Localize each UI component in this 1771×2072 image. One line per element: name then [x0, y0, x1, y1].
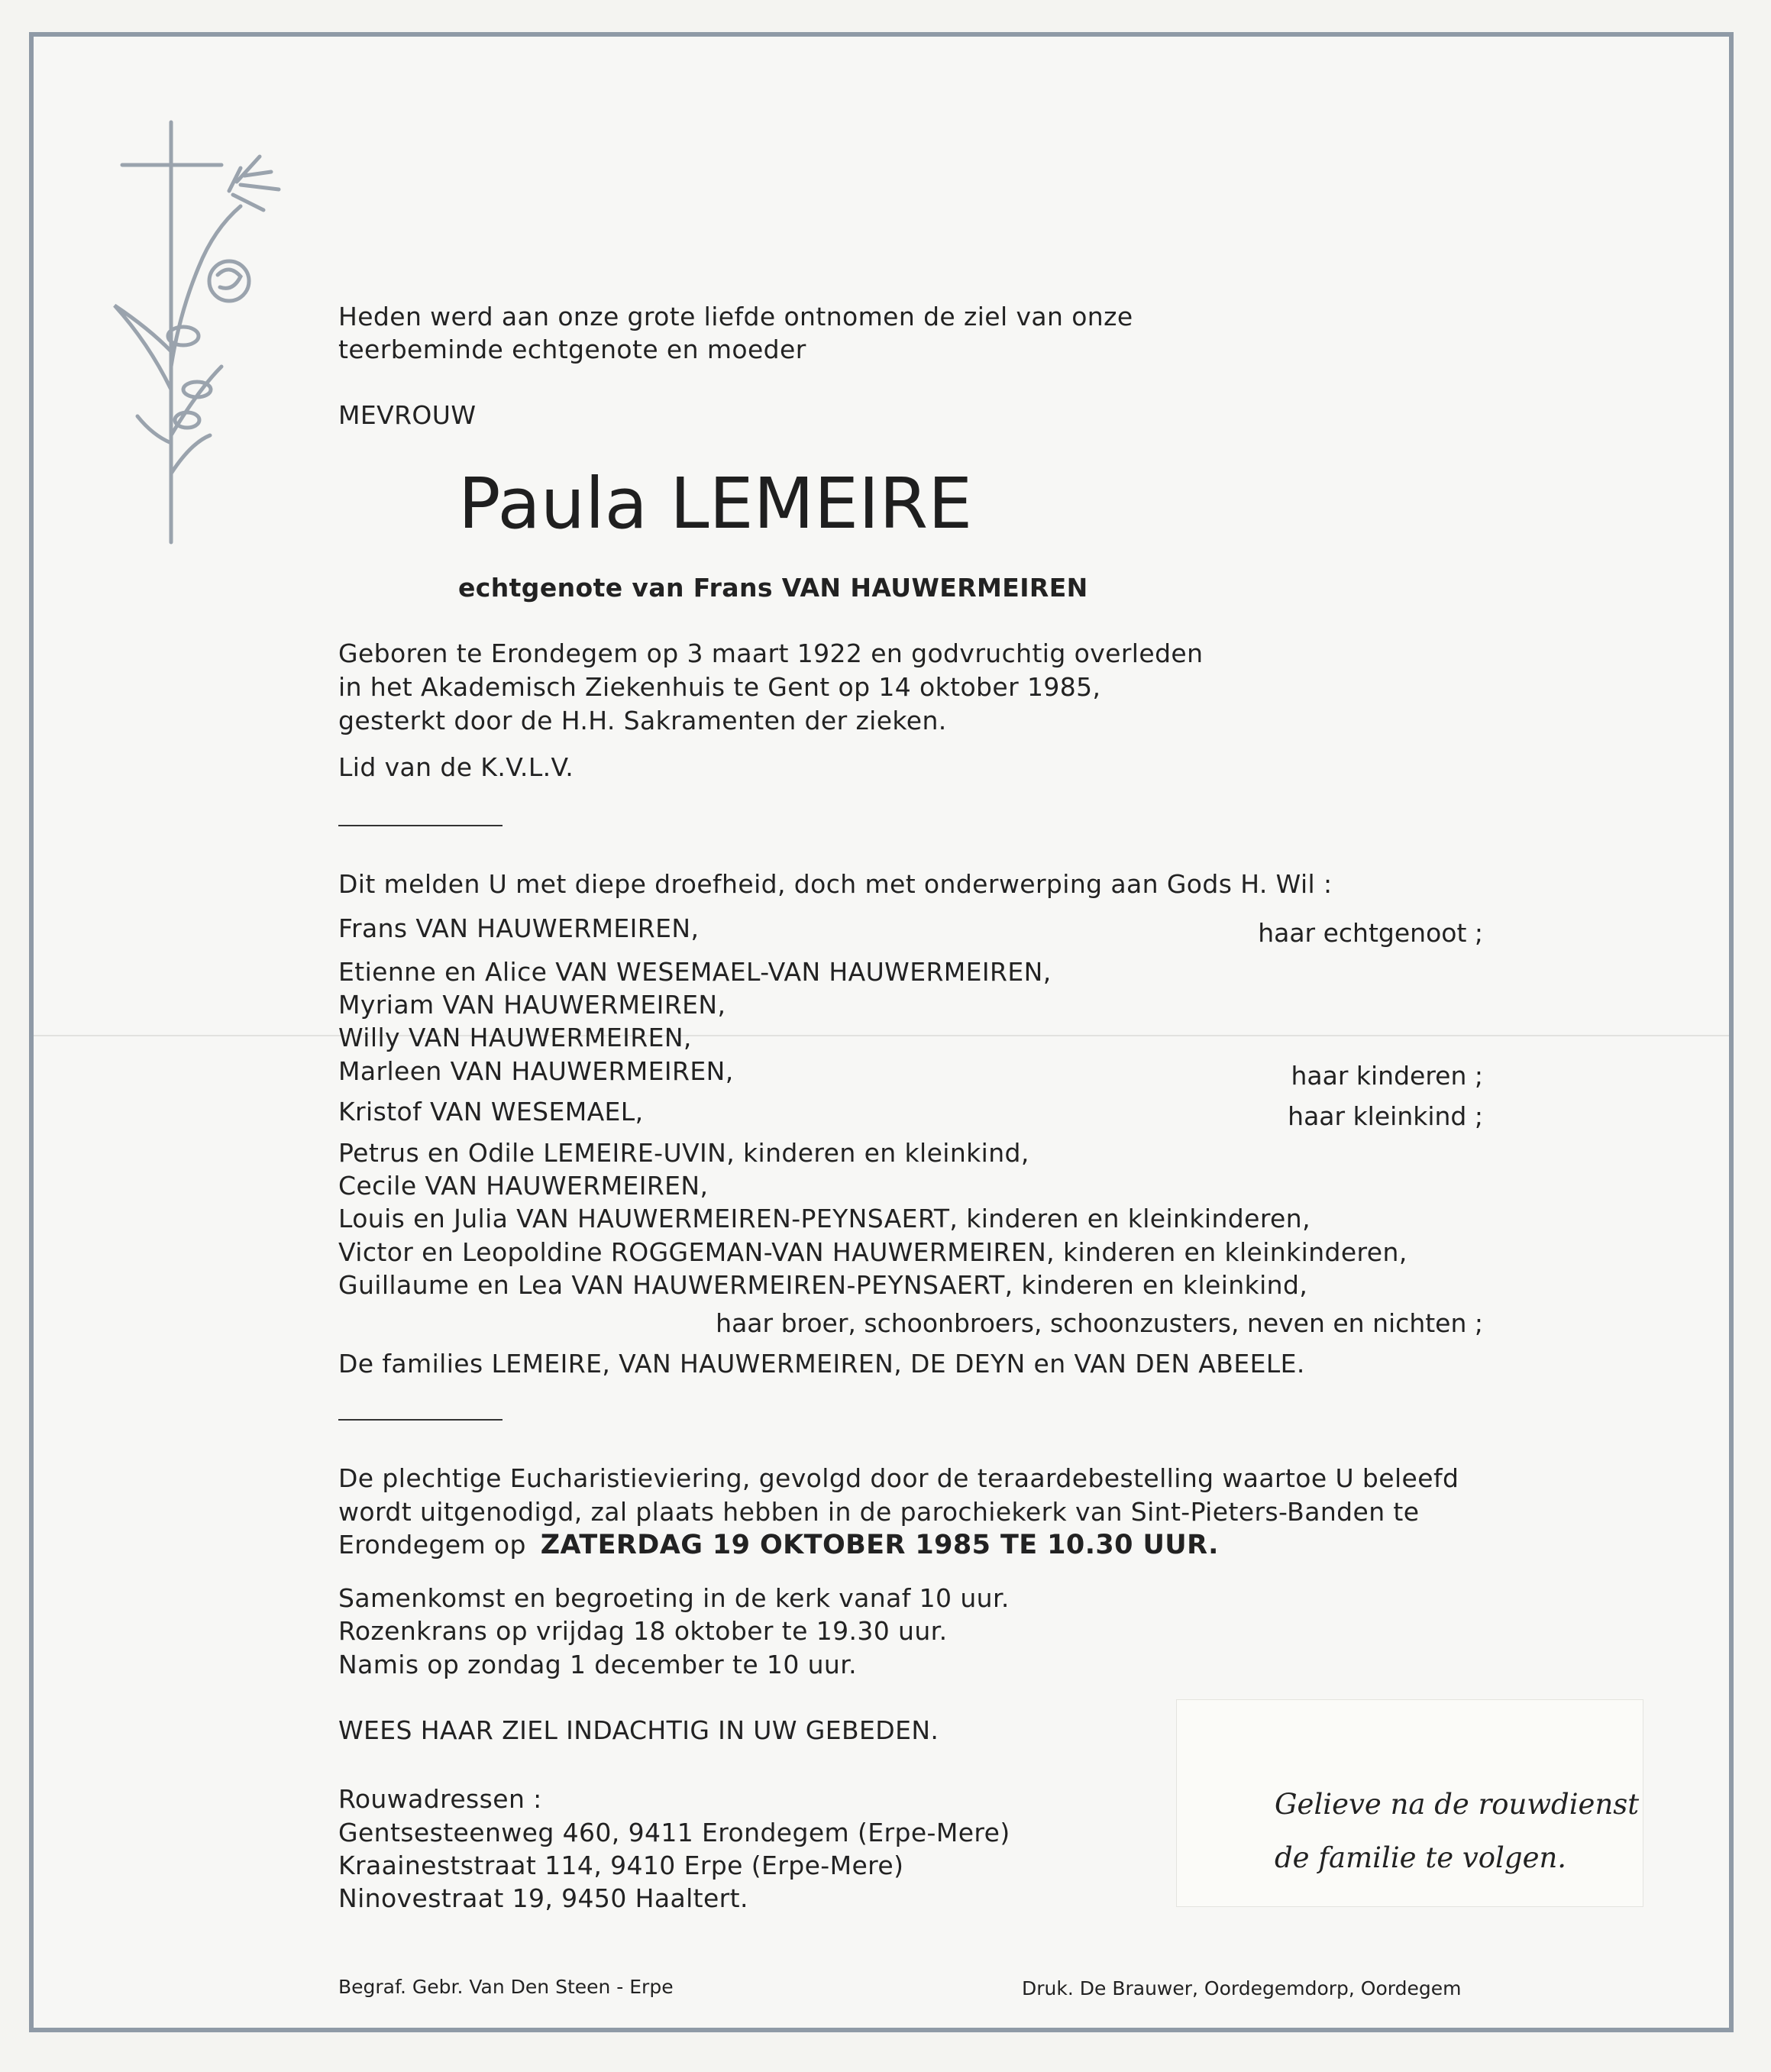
family-name: Guillaume en Lea VAN HAUWERMEIREN-PEYNSAERT, kinderen en kleinkind, [338, 1270, 1308, 1300]
family-name: Willy VAN HAUWERMEIREN, [338, 1023, 692, 1052]
remember-line: WEES HAAR ZIEL INDACHTIG IN UW GEBEDEN. [338, 1715, 939, 1745]
schedule-line: Namis op zondag 1 december te 10 uur. [338, 1650, 858, 1679]
divider-2 [338, 1419, 503, 1421]
family-name: Cecile VAN HAUWERMEIREN, [338, 1171, 709, 1201]
fold-line [34, 1035, 1729, 1036]
address-line: Kraaineststraat 114, 9410 Erpe (Erpe-Mere) [338, 1851, 904, 1880]
deceased-name: Paula LEMEIRE [458, 463, 973, 545]
card-line-1: Gelieve na de rouwdienst [1275, 1788, 1640, 1821]
family-name: Petrus en Odile LEMEIRE-UVIN, kinderen en kleinkind, [338, 1138, 1029, 1168]
service-line-3 [338, 1530, 1219, 1560]
family-name: Louis en Julia VAN HAUWERMEIREN-PEYNSAERT, kinderen en kleinkinderen, [338, 1204, 1310, 1233]
intro-line-1: Heden werd aan onze grote liefde ontnomen de ziel van onze [338, 302, 1133, 331]
footer-printer: Druk. De Brauwer, Oordegemdorp, Oordegem [1022, 1977, 1462, 1999]
family-name: Frans VAN HAUWERMEIREN, [338, 913, 700, 943]
details-line-2: in het Akademisch Ziekenhuis te Gent op 14 oktober 1985, [338, 672, 1101, 702]
family-name: Etienne en Alice VAN WESEMAEL-VAN HAUWERMEIREN, [338, 957, 1052, 987]
service-prefix: Erondegem op [338, 1530, 526, 1560]
membership: Lid van de K.V.L.V. [338, 752, 574, 782]
spouse-line: echtgenote van Frans VAN HAUWERMEIREN [458, 573, 1088, 603]
invitation-card [1176, 1699, 1643, 1907]
divider-1 [338, 825, 503, 826]
service-datetime: ZATERDAG 19 OKTOBER 1985 TE 10.30 UUR. [540, 1530, 1219, 1560]
intro-line-2: teerbeminde echtgenote en moeder [338, 335, 806, 364]
family-relation: haar echtgenoot ; [1258, 918, 1483, 948]
address-line: Gentsesteenweg 460, 9411 Erondegem (Erpe-Mere) [338, 1818, 1010, 1847]
cross-rose-icon [107, 115, 305, 550]
family-name: Myriam VAN HAUWERMEIREN, [338, 990, 726, 1020]
footer-undertaker: Begraf. Gebr. Van Den Steen - Erpe [338, 1976, 674, 1998]
service-line-2: wordt uitgenodigd, zal plaats hebben in de parochiekerk van Sint-Pieters-Banden te [338, 1497, 1420, 1527]
family-name: Kristof VAN WESEMAEL, [338, 1097, 644, 1127]
schedule-line: Rozenkrans op vrijdag 18 oktober te 19.30 uur. [338, 1616, 948, 1646]
details-line-3: gesterkt door de H.H. Sakramenten der zieken. [338, 706, 947, 735]
family-name: Victor en Leopoldine ROGGEMAN-VAN HAUWERMEIREN, kinderen en kleinkinderen, [338, 1237, 1407, 1267]
title-prefix: MEVROUW [338, 400, 477, 430]
address-line: Ninovestraat 19, 9450 Haaltert. [338, 1883, 748, 1913]
schedule-line: Samenkomst en begroeting in de kerk vanaf 10 uur. [338, 1583, 1010, 1613]
relatives-line: haar broer, schoonbroers, schoonzusters, neven en nichten ; [716, 1308, 1483, 1338]
addresses-heading: Rouwadressen : [338, 1784, 542, 1814]
family-name: Marleen VAN HAUWERMEIREN, [338, 1056, 734, 1086]
card-line-2: de familie te volgen. [1275, 1841, 1567, 1874]
details-line-1: Geboren te Erondegem op 3 maart 1922 en godvruchtig overleden [338, 638, 1204, 668]
service-line-1: De plechtige Eucharistieviering, gevolgd door de teraardebestelling waartoe U beleefd [338, 1463, 1459, 1493]
families-line: De families LEMEIRE, VAN HAUWERMEIREN, DE DEYN en VAN DEN ABEELE. [338, 1349, 1305, 1379]
family-relation: haar kinderen ; [1291, 1061, 1483, 1091]
family-relation: haar kleinkind ; [1288, 1101, 1483, 1131]
announcement: Dit melden U met diepe droefheid, doch met onderwerping aan Gods H. Wil : [338, 869, 1333, 899]
